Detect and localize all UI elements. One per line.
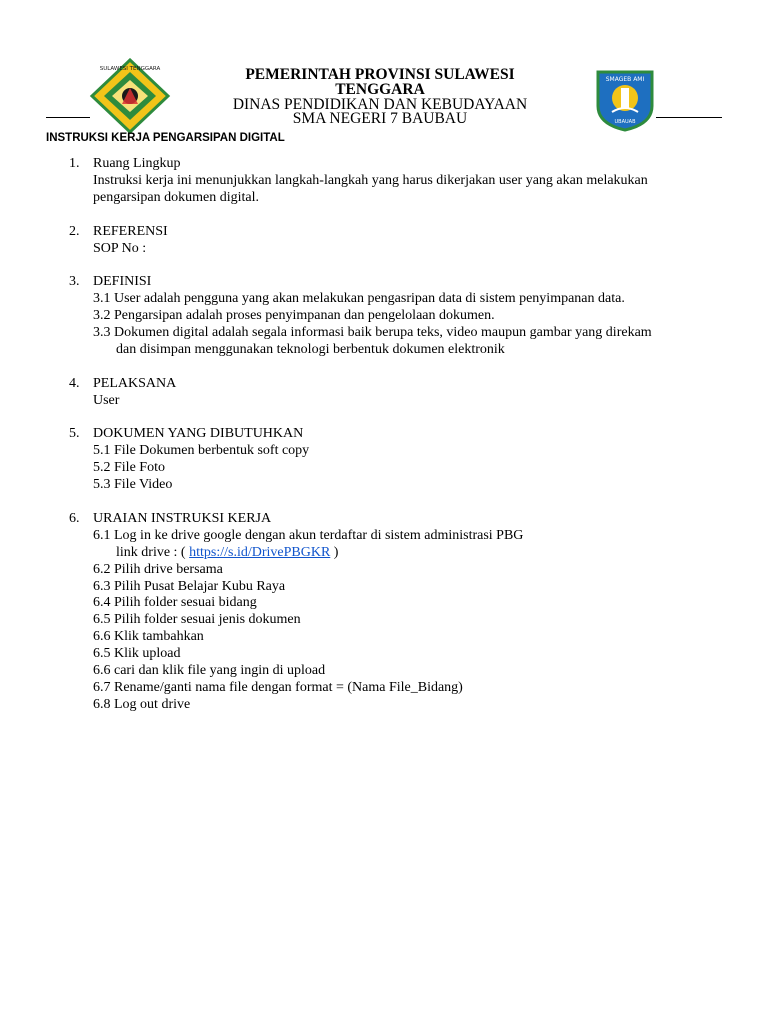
section-line: 6.3 Pilih Pusat Belajar Kubu Raya — [93, 578, 286, 594]
section-uraian — [0, 511, 768, 714]
section-line: 5.1 File Dokumen berbentuk soft copy — [93, 443, 310, 459]
section-line: 6.8 Log out drive — [93, 696, 191, 712]
section-title: URAIAN INSTRUKSI KERJA — [93, 510, 272, 526]
link-line — [116, 545, 768, 562]
section-line: User — [93, 392, 120, 408]
section-title: DOKUMEN YANG DIBUTUHKAN — [93, 426, 304, 442]
section-line: 6.5 Klik upload — [93, 646, 181, 662]
section-number: 3. — [69, 274, 80, 290]
section-number: 4. — [69, 375, 80, 391]
section-line: 3.1 User adalah pengguna yang akan melakukan pengasripan data di sistem penyimpanan data. — [93, 291, 625, 307]
link-suffix: ) — [330, 544, 339, 560]
document-title: INSTRUKSI KERJA PENGARSIPAN DIGITAL — [46, 132, 285, 144]
header-rule-left — [46, 117, 90, 118]
section-title: DEFINISI — [93, 274, 152, 290]
header-line-2: TENGGARA — [335, 81, 425, 98]
section-title: Ruang Lingkup — [93, 156, 181, 171]
sulawesi-tenggara-emblem-icon — [88, 58, 172, 134]
section-pelaksana — [0, 376, 768, 410]
section-number: 1. — [69, 156, 80, 171]
section-line: 6.5 Pilih folder sesuai jenis dokumen — [93, 612, 301, 628]
section-referensi — [0, 224, 768, 258]
header-line-4: SMA NEGERI 7 BAUBAU — [292, 110, 468, 127]
section-line: 6.1 Log in ke drive google dengan akun terdaftar di sistem administrasi PBG — [93, 527, 524, 543]
section-number: 5. — [69, 426, 80, 442]
right-logo-text-bottom: UBAUAB — [614, 119, 636, 125]
document-body — [0, 156, 768, 731]
section-definisi — [0, 274, 768, 359]
section-line: 6.2 Pilih drive bersama — [93, 561, 223, 577]
left-logo-text: SULAWESI TENGGARA — [99, 66, 161, 72]
section-number: 2. — [69, 223, 80, 239]
drive-link[interactable]: https://s.id/DrivePBGKR — [189, 544, 331, 560]
section-title: REFERENSI — [93, 223, 168, 239]
header-rule-right — [656, 117, 722, 118]
section-line: 6.6 Klik tambahkan — [93, 629, 204, 645]
section-line: pengarsipan dokumen digital. — [93, 189, 260, 205]
section-line: 6.6 cari dan klik file yang ingin di upload — [93, 663, 326, 679]
link-prefix: link drive : ( — [116, 544, 190, 560]
section-line: 3.3 Dokumen digital adalah segala informasi baik berupa teks, video maupun gambar yang direkam — [93, 325, 652, 341]
section-line: Instruksi kerja ini menunjukkan langkah-langkah yang harus dikerjakan user yang akan melakukan — [93, 172, 648, 188]
section-ruang-lingkup — [0, 156, 768, 207]
header-line-1: PEMERINTAH PROVINSI SULAWESI — [245, 66, 515, 83]
section-line: 6.4 Pilih folder sesuai bidang — [93, 595, 257, 611]
right-logo-text-top: SMAGEB AMI — [605, 76, 645, 83]
school-emblem-icon — [592, 66, 658, 132]
section-line: 6.7 Rename/ganti nama file dengan format = (Nama File_Bidang) — [93, 680, 463, 696]
section-dokumen — [0, 426, 768, 494]
section-number: 6. — [69, 510, 80, 526]
section-line: 5.3 File Video — [93, 477, 173, 493]
section-line: dan disimpan menggunakan teknologi berbentuk dokumen elektronik — [116, 341, 505, 357]
header-line-3: DINAS PENDIDIKAN DAN KEBUDAYAAN — [232, 96, 528, 113]
section-line: 5.2 File Foto — [93, 460, 165, 476]
section-line: 3.2 Pengarsipan adalah proses penyimpanan dan pengelolaan dokumen. — [93, 308, 495, 324]
section-line: SOP No : — [93, 240, 147, 256]
section-title: PELAKSANA — [93, 375, 177, 391]
